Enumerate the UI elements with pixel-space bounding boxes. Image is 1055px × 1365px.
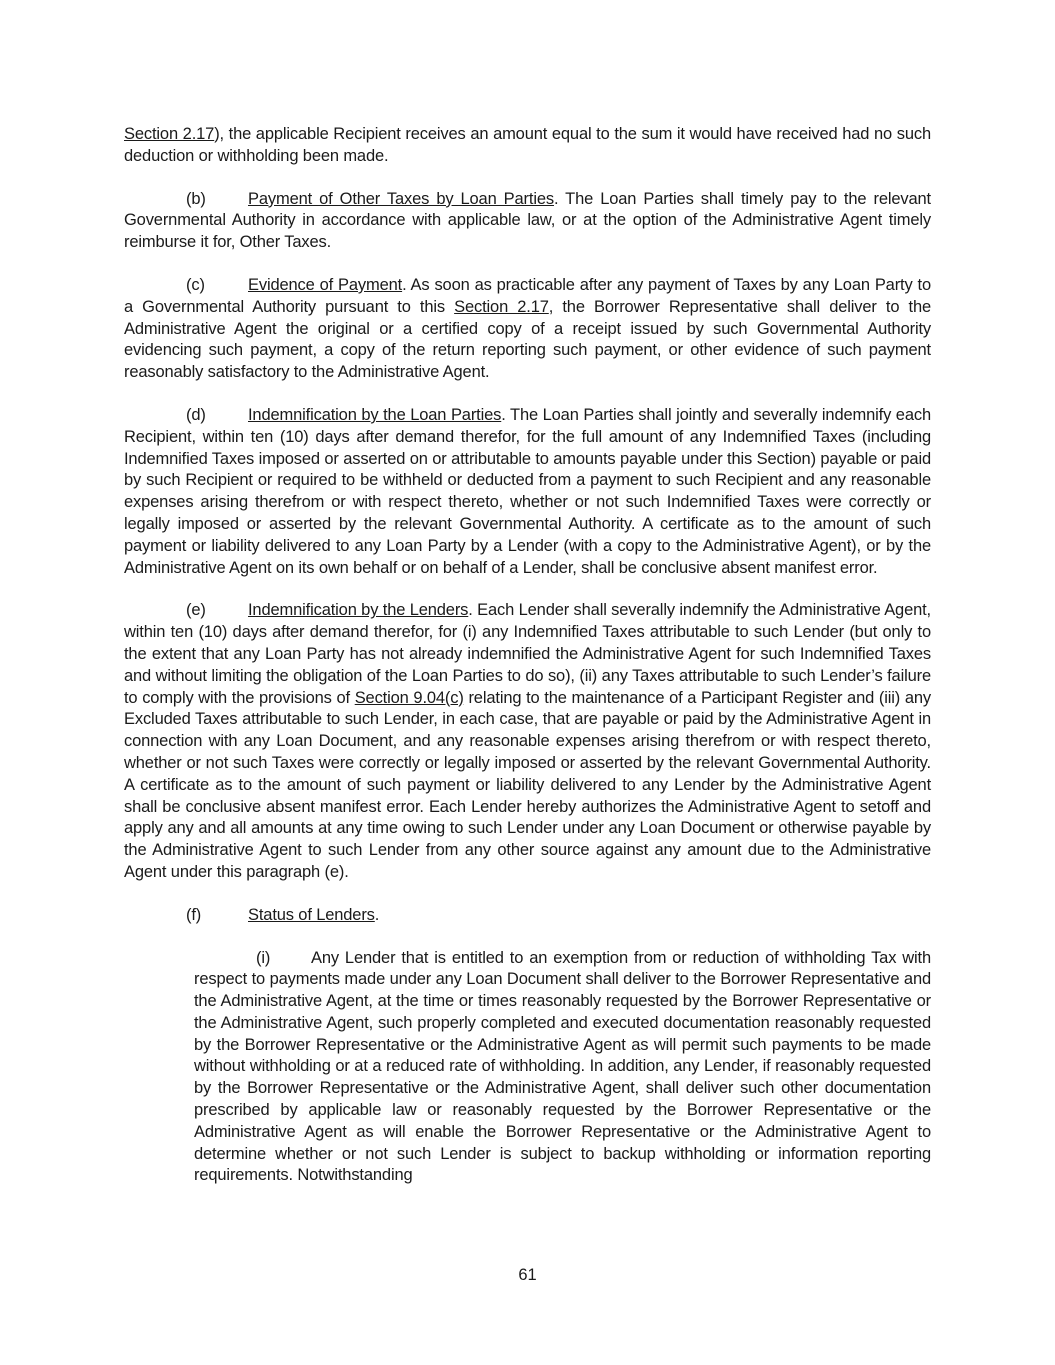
paragraph-text: . [374,905,380,924]
paragraph-heading: Payment of Other Taxes by Loan Parties [248,189,554,208]
paragraph-label: (b) [186,189,206,208]
paragraph-heading: Status of Lenders [248,905,375,924]
section-reference: Section 2.17 [124,125,215,143]
paragraph-label: (e) [186,601,206,620]
paragraph-e [124,600,931,883]
paragraph-label: (f) [186,905,202,924]
paragraph-text: . Each Lender shall severally indemnify the Administrative Agent, within ten (10) days after demand therefor, for (i) any Indemnified Taxes attributable to such Lender (but only to the extent that any Loan Party has not already indemnified the Administrative Agent for such Indemnified Taxes and without limiting the obligation of the Loan Parties to do so), (ii) any Taxes attributable to such Lender’s failure to comply with the provisions of [124,601,931,707]
paragraph-c [124,275,931,384]
document-page [124,124,931,1208]
subparagraph-f-i [194,948,931,1188]
paragraph-label: (d) [186,405,206,424]
continuation-paragraph [124,124,931,168]
paragraph-text: . As soon as practicable after any payment of Taxes by any Loan Party to a Governmental Authority pursuant to this [124,275,931,316]
paragraph-d [124,405,931,579]
paragraph-text: ), the applicable Recipient receives an amount equal to the sum it would have received had no such deduction or withholding been made. [124,125,932,165]
section-reference: Section 9.04(c) [354,688,464,707]
section-reference: Section 2.17 [454,297,549,316]
subparagraph-label: (i) [256,948,271,967]
paragraph-text: . The Loan Parties shall jointly and severally indemnify each Recipient, within ten (10) days after demand therefor, for the full amount of any Indemnified Taxes (including Indemnified Taxes imposed or asserted on or attributable to amounts payable under this Section) payable or paid by such Recipient or required to be withheld or deducted from a payment to such Recipient and any reasonable expenses arising therefrom or with respect thereto, whether or not such Indemnified Taxes were correctly or legally imposed or asserted by the relevant Governmental Authority. A certificate as to the amount of such payment or liability delivered to any Loan Party by a Lender (with a copy to the Administrative Agent), or by the Administrative Agent on its own behalf or on behalf of a Lender, shall be conclusive absent manifest error. [124,405,931,577]
paragraph-heading: Indemnification by the Lenders [248,601,469,620]
paragraph-f [124,905,931,927]
page-number: 61 [518,1266,537,1284]
paragraph-b [124,189,931,254]
paragraph-text: , the Borrower Representative shall deliver to the Administrative Agent the original or a certified copy of a receipt issued by such Governmental Authority evidencing such payment, a copy of the return reporting such payment, or other evidence of such payment reasonably satisfactory to the Administrative Agent. [124,297,932,382]
paragraph-text: Any Lender that is entitled to an exemption from or reduction of withholding Tax with respect to payments made under any Loan Document shall deliver to the Borrower Representative and the Administrative Agent, at the time or times reasonably requested by the Borrower Representative or the Administrative Agent, such properly completed and executed documentation reasonably requested by the Borrower Representative or the Administrative Agent as will permit such payments to be made without withholding or at a reduced rate of withholding. In addition, any Lender, if reasonably requested by the Borrower Representative or the Administrative Agent, shall deliver such other documentation prescribed by applicable law or reasonably requested by the Borrower Representative or the Administrative Agent as will enable the Borrower Representative or the Administrative Agent to determine whether or not such Lender is subject to backup withholding or information reporting requirements. Notwithstanding [194,948,931,1185]
paragraph-text: relating to the maintenance of a Participant Register and (iii) any Excluded Taxes attributable to such Lender, in each case, that are payable or paid by the Administrative Agent in connection with any Loan Document, and any reasonable expenses arising therefrom or with respect thereto, whether or not such Taxes were correctly or legally imposed or asserted by the relevant Governmental Authority. A certificate as to the amount of such payment or liability delivered to any Lender by the Administrative Agent shall be conclusive absent manifest error. Each Lender hereby authorizes the Administrative Agent to setoff and apply any and all amounts at any time owing to such Lender under any Loan Document or otherwise payable by the Administrative Agent to such Lender from any other source against any amount due to the Administrative Agent under this paragraph (e). [124,688,931,881]
paragraph-heading: Indemnification by the Loan Parties [248,405,502,424]
paragraph-text: . The Loan Parties shall timely pay to the relevant Governmental Authority in accordance with applicable law, or at the option of the Administrative Agent timely reimburse it for, Other Taxes. [124,189,931,252]
paragraph-heading: Evidence of Payment [248,275,403,294]
paragraph-label: (c) [186,275,205,294]
